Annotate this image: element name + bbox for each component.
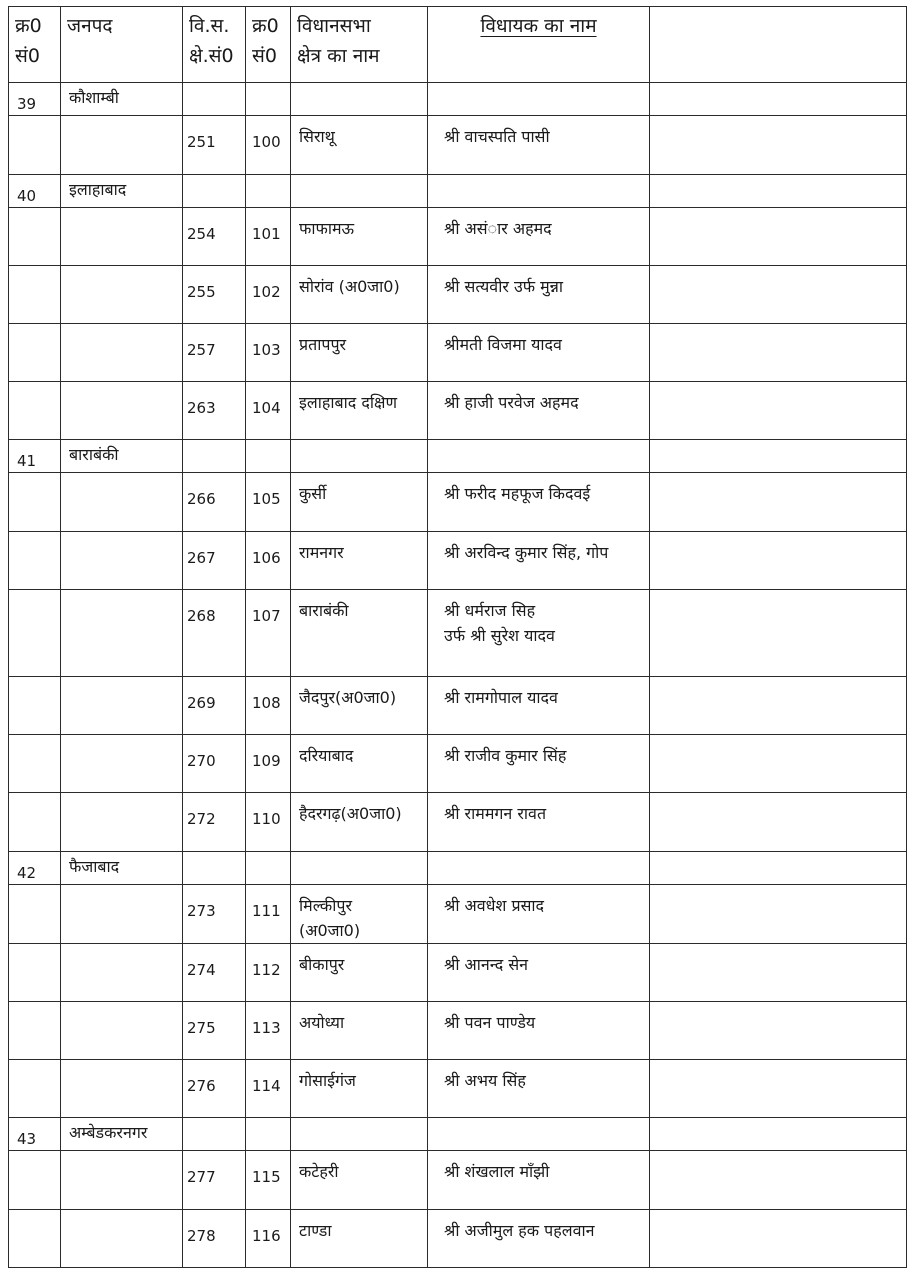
constituency-name-line: बाराबंकी [299,600,349,620]
constituency-row [9,589,907,676]
vs-number [183,531,246,589]
vs-number [183,473,246,531]
mla-name-line: श्री अरविन्द कुमार सिंह, गोप [444,542,609,562]
empty-cell [61,473,183,531]
constituency-row [9,531,907,589]
empty-cell [650,174,907,207]
kra-number [246,473,291,531]
district-name [61,851,183,884]
empty-cell [61,943,183,1001]
district-row [9,174,907,207]
constituency-row [9,323,907,381]
constituency-name [291,1151,428,1209]
mla-name-line: श्री फरीद महफूज किदवई [444,484,591,504]
constituency-name [291,473,428,531]
kra-number-value: 103 [252,340,281,359]
empty-cell [61,1060,183,1118]
constituency-name [291,1001,428,1059]
vs-number [183,1001,246,1059]
district-serial-value: 41 [17,452,37,471]
vs-number [183,116,246,174]
empty-cell [650,440,907,473]
empty-cell [61,1209,183,1267]
kra-number [246,207,291,265]
kra-number [246,793,291,851]
header-serial-line-1: क्र0 [15,15,42,37]
constituency-row [9,207,907,265]
vs-number-value: 277 [187,1168,216,1187]
kra-number-value: 107 [252,606,281,625]
empty-cell [9,207,61,265]
constituency-row [9,382,907,440]
empty-cell [183,851,246,884]
empty-cell [650,735,907,793]
empty-cell [61,265,183,323]
empty-cell [9,943,61,1001]
empty-cell [9,589,61,676]
mla-name-line: श्री अजीमुल हक पहलवान [444,1220,595,1240]
vs-number-value: 254 [187,224,216,243]
constituency-row [9,265,907,323]
empty-cell [650,83,907,116]
district-serial [9,1118,61,1151]
district-name [61,1118,183,1151]
header-district [61,7,183,83]
empty-cell [183,440,246,473]
kra-number-value: 108 [252,693,281,712]
empty-cell [61,793,183,851]
empty-cell [428,1118,650,1151]
empty-cell [291,174,428,207]
vs-number [183,943,246,1001]
constituency-name-line: फाफामऊ [299,218,355,238]
district-row [9,440,907,473]
empty-cell [428,440,650,473]
constituency-name [291,793,428,851]
mla-name [428,531,650,589]
kra-number-value: 104 [252,399,281,418]
kra-number [246,1001,291,1059]
empty-cell [650,265,907,323]
kra-number-value: 105 [252,490,281,509]
constituency-name [291,884,428,943]
empty-cell [246,851,291,884]
constituency-row [9,735,907,793]
district-row [9,83,907,116]
empty-cell [650,1151,907,1209]
mla-name-line: श्री शंखलाल माँझी [444,1162,550,1182]
kra-number-value: 111 [252,901,281,920]
header-constituency-line-2: क्षेत्र का नाम [297,45,380,67]
kra-number [246,323,291,381]
constituency-name [291,1209,428,1267]
vs-number [183,884,246,943]
empty-cell [650,323,907,381]
empty-cell [650,1209,907,1267]
empty-cell [428,851,650,884]
vs-number [183,589,246,676]
empty-cell [61,884,183,943]
constituency-name-line: बीकापुर [299,954,345,974]
mla-name [428,793,650,851]
constituency-name [291,323,428,381]
constituency-name-line: इलाहाबाद दक्षिण [299,393,398,413]
vs-number-value: 269 [187,693,216,712]
empty-cell [9,473,61,531]
empty-cell [9,265,61,323]
empty-cell [9,1209,61,1267]
district-row [9,1118,907,1151]
empty-cell [61,676,183,734]
kra-number [246,116,291,174]
vs-number-value: 267 [187,548,216,567]
district-name [61,83,183,116]
district-serial [9,174,61,207]
mla-name [428,1001,650,1059]
district-name-value: कौशाम्बी [69,88,119,108]
header-kra-no [246,7,291,83]
mla-name [428,116,650,174]
mla-name-line: श्रीमती विजमा यादव [444,334,562,354]
header-vs-no-line-1: वि.स. [189,15,230,37]
constituency-name-line: टाण्डा [299,1220,332,1240]
mla-name [428,589,650,676]
empty-cell [650,589,907,676]
kra-number [246,589,291,676]
kra-number [246,382,291,440]
constituency-name-line: दरियाबाद [299,746,354,766]
vs-number-value: 263 [187,399,216,418]
empty-cell [183,83,246,116]
constituency-row [9,676,907,734]
empty-cell [9,884,61,943]
mla-name-line: श्री अवधेश प्रसाद [444,895,545,915]
constituency-row [9,116,907,174]
vs-number [183,207,246,265]
empty-cell [650,1060,907,1118]
vs-number [183,735,246,793]
mla-list-table [8,6,907,1268]
mla-name [428,1060,650,1118]
empty-cell [650,793,907,851]
mla-name [428,943,650,1001]
mla-name-line: श्री धर्मराज सिह [444,600,536,620]
empty-cell [650,884,907,943]
vs-number-value: 251 [187,133,216,152]
vs-number-value: 274 [187,960,216,979]
constituency-name [291,531,428,589]
empty-cell [428,83,650,116]
kra-number-value: 106 [252,548,281,567]
constituency-name-line: अयोध्या [299,1012,345,1032]
empty-cell [650,851,907,884]
constituency-row [9,1001,907,1059]
empty-cell [9,382,61,440]
empty-cell [650,116,907,174]
kra-number-value: 113 [252,1018,281,1037]
kra-number [246,265,291,323]
empty-cell [650,1001,907,1059]
kra-number [246,1060,291,1118]
header-constituency-line-1: विधानसभा [297,15,371,37]
mla-name-line: श्री आनन्द सेन [444,954,529,974]
vs-number [183,323,246,381]
vs-number [183,676,246,734]
constituency-row [9,1209,907,1267]
empty-cell [9,1001,61,1059]
vs-number [183,793,246,851]
kra-number [246,735,291,793]
constituency-name [291,676,428,734]
kra-number [246,943,291,1001]
kra-number [246,1209,291,1267]
vs-number-value: 257 [187,340,216,359]
header-kra-no-line-1: क्र0 [252,15,279,37]
vs-number-value: 266 [187,490,216,509]
table-body [9,7,907,1268]
mla-name [428,884,650,943]
empty-cell [61,735,183,793]
kra-number [246,1151,291,1209]
district-serial [9,440,61,473]
empty-cell [650,1118,907,1151]
kra-number-value: 112 [252,960,281,979]
district-serial-value: 42 [17,863,37,882]
district-name-value: इलाहाबाद [69,179,127,199]
empty-cell [650,382,907,440]
empty-cell [9,793,61,851]
district-name-value: फैजाबाद [69,856,120,876]
district-name-value: अम्बेडकरनगर [69,1123,148,1143]
empty-cell [61,323,183,381]
empty-cell [61,531,183,589]
empty-cell [9,1060,61,1118]
district-row [9,851,907,884]
header-blank [650,7,907,83]
constituency-name-line: प्रतापपुर [299,334,347,354]
header-serial-line-2: सं0 [15,45,40,67]
kra-number-value: 115 [252,1168,281,1187]
empty-cell [291,1118,428,1151]
constituency-name-line: कटेहरी [299,1162,339,1182]
constituency-name-line: मिल्कीपुर [299,895,352,915]
empty-cell [183,1118,246,1151]
empty-cell [9,116,61,174]
empty-cell [61,207,183,265]
constituency-row [9,884,907,943]
kra-number-value: 100 [252,133,281,152]
kra-number-value: 114 [252,1077,281,1096]
vs-number-value: 272 [187,810,216,829]
vs-number-value: 270 [187,752,216,771]
empty-cell [291,83,428,116]
empty-cell [246,174,291,207]
kra-number-value: 109 [252,752,281,771]
header-mla-label: विधायक का नाम [480,15,597,37]
constituency-name [291,735,428,793]
constituency-row [9,473,907,531]
mla-name-line: उर्फ श्री सुरेश यादव [444,625,555,645]
mla-name-line: श्री पवन पाण्डेय [444,1012,536,1032]
header-vs-no-line-2: क्षे.सं0 [189,45,234,67]
mla-name-line: श्री राजीव कुमार सिंह [444,746,567,766]
constituency-name-line: रामनगर [299,542,344,562]
mla-name [428,1209,650,1267]
header-mla [428,7,650,83]
empty-cell [291,440,428,473]
vs-number-value: 275 [187,1018,216,1037]
mla-name-line: श्री राममगन रावत [444,804,547,824]
vs-number-value: 278 [187,1226,216,1245]
district-serial-value: 40 [17,186,37,205]
empty-cell [61,116,183,174]
district-name-value: बाराबंकी [69,445,119,465]
empty-cell [650,943,907,1001]
constituency-name [291,382,428,440]
mla-name-line: श्री अभय सिंह [444,1071,526,1091]
vs-number [183,1060,246,1118]
kra-number-value: 116 [252,1226,281,1245]
empty-cell [428,174,650,207]
mla-name [428,676,650,734]
constituency-name [291,265,428,323]
vs-number-value: 276 [187,1077,216,1096]
mla-name [428,473,650,531]
empty-cell [291,851,428,884]
constituency-name [291,589,428,676]
kra-number-value: 101 [252,224,281,243]
empty-cell [183,174,246,207]
mla-name [428,323,650,381]
mla-name-line: श्री हाजी परवेज अहमद [444,393,579,413]
header-vs-no [183,7,246,83]
mla-name [428,207,650,265]
header-district-label: जनपद [67,15,113,37]
kra-number-value: 102 [252,282,281,301]
empty-cell [650,473,907,531]
vs-number-value: 255 [187,282,216,301]
constituency-name-line: गोसाईगंज [299,1071,356,1091]
header-serial [9,7,61,83]
constituency-row [9,793,907,851]
constituency-name-line: जैदपुर(अ0जा0) [299,687,397,707]
vs-number-value: 268 [187,606,216,625]
vs-number [183,1151,246,1209]
district-name [61,174,183,207]
mla-name-line: श्री रामगोपाल यादव [444,687,558,707]
constituency-name [291,207,428,265]
district-serial-value: 39 [17,95,37,114]
empty-cell [246,440,291,473]
constituency-row [9,1151,907,1209]
constituency-name-line: सिराथू [299,127,335,147]
district-serial-value: 43 [17,1130,37,1149]
header-kra-no-line-2: सं0 [252,45,277,67]
header-constituency [291,7,428,83]
district-serial [9,851,61,884]
constituency-row [9,943,907,1001]
mla-name-line: श्री असंार अहमद [444,218,552,238]
mla-name [428,382,650,440]
constituency-name [291,943,428,1001]
vs-number [183,265,246,323]
district-serial [9,83,61,116]
empty-cell [650,207,907,265]
empty-cell [9,1151,61,1209]
mla-name [428,265,650,323]
vs-number [183,382,246,440]
mla-name [428,1151,650,1209]
constituency-name-line: सोरांव (अ0जा0) [299,276,400,296]
constituency-name [291,1060,428,1118]
mla-name-line: श्री वाचस्पति पासी [444,127,550,147]
constituency-name-line: (अ0जा0) [299,920,361,940]
constituency-name [291,116,428,174]
constituency-name-line: हैदरगढ़(अ0जा0) [299,804,402,824]
kra-number [246,531,291,589]
empty-cell [9,323,61,381]
mla-name [428,735,650,793]
district-name [61,440,183,473]
kra-number-value: 110 [252,810,281,829]
vs-number-value: 273 [187,901,216,920]
empty-cell [9,735,61,793]
empty-cell [61,1001,183,1059]
vs-number [183,1209,246,1267]
empty-cell [650,531,907,589]
constituency-row [9,1060,907,1118]
empty-cell [9,531,61,589]
mla-name-line: श्री सत्यवीर उर्फ मुन्ना [444,276,563,296]
empty-cell [9,676,61,734]
empty-cell [246,1118,291,1151]
kra-number [246,884,291,943]
constituency-name-line: कुर्सी [299,484,327,504]
empty-cell [61,1151,183,1209]
empty-cell [61,382,183,440]
kra-number [246,676,291,734]
header-row [9,7,907,83]
empty-cell [61,589,183,676]
empty-cell [246,83,291,116]
empty-cell [650,676,907,734]
